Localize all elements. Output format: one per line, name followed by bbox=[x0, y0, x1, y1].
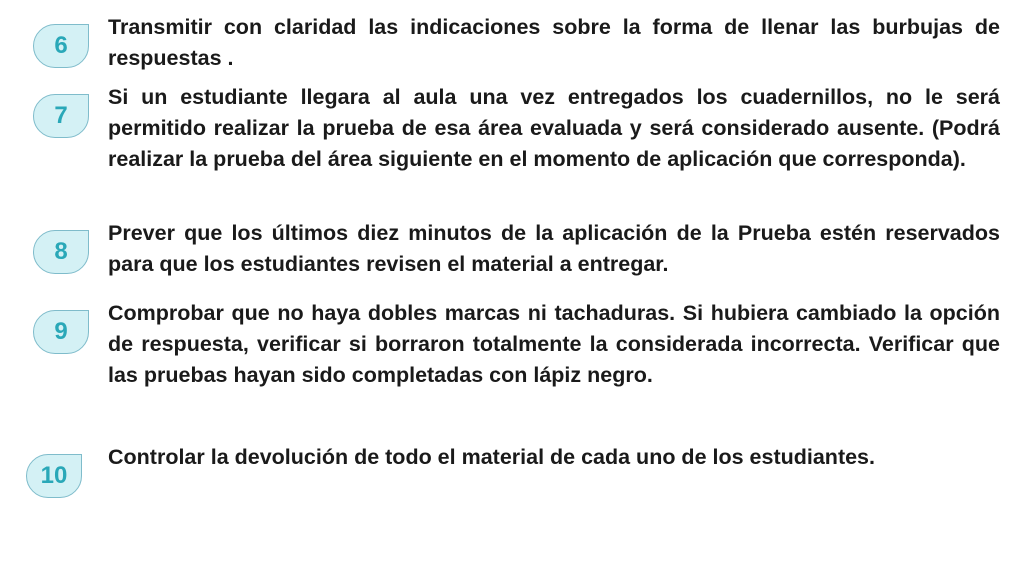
item-9-text: Comprobar que no haya dobles marcas ni tachaduras. Si hubiera cambiado la opción de respuesta, verificar si borraron totalmente la considerada incorrecta. Verificar que las pruebas hayan sido completadas con lápiz negro. bbox=[108, 301, 1000, 387]
item-9-number: 9 bbox=[54, 318, 68, 345]
item-7-number: 7 bbox=[54, 102, 68, 129]
item-7-number-badge bbox=[33, 94, 89, 138]
item-10-text: Controlar la devolución de todo el material de cada uno de los estudiantes. bbox=[108, 445, 875, 469]
item-8-number-badge bbox=[33, 230, 89, 274]
item-9-number-badge bbox=[33, 310, 89, 354]
item-10-number-badge bbox=[26, 454, 82, 498]
item-6-number: 6 bbox=[54, 32, 68, 59]
item-8-text: Prever que los últimos diez minutos de la aplicación de la Prueba estén reservados para que los estudiantes revisen el material a entregar. bbox=[108, 221, 1000, 276]
item-10-number: 10 bbox=[40, 462, 68, 489]
item-8-number: 8 bbox=[54, 238, 68, 265]
item-6-number-badge bbox=[33, 24, 89, 68]
item-7-text: Si un estudiante llegara al aula una vez entregados los cuadernillos, no le será permitido realizar la prueba de esa área evaluada y será considerado ausente. (Podrá realizar la prueba del área siguiente en el momento de aplicación que corresponda). bbox=[108, 85, 1000, 171]
item-6-text: Transmitir con claridad las indicaciones sobre la forma de llenar las burbujas de respuestas . bbox=[108, 15, 1000, 70]
